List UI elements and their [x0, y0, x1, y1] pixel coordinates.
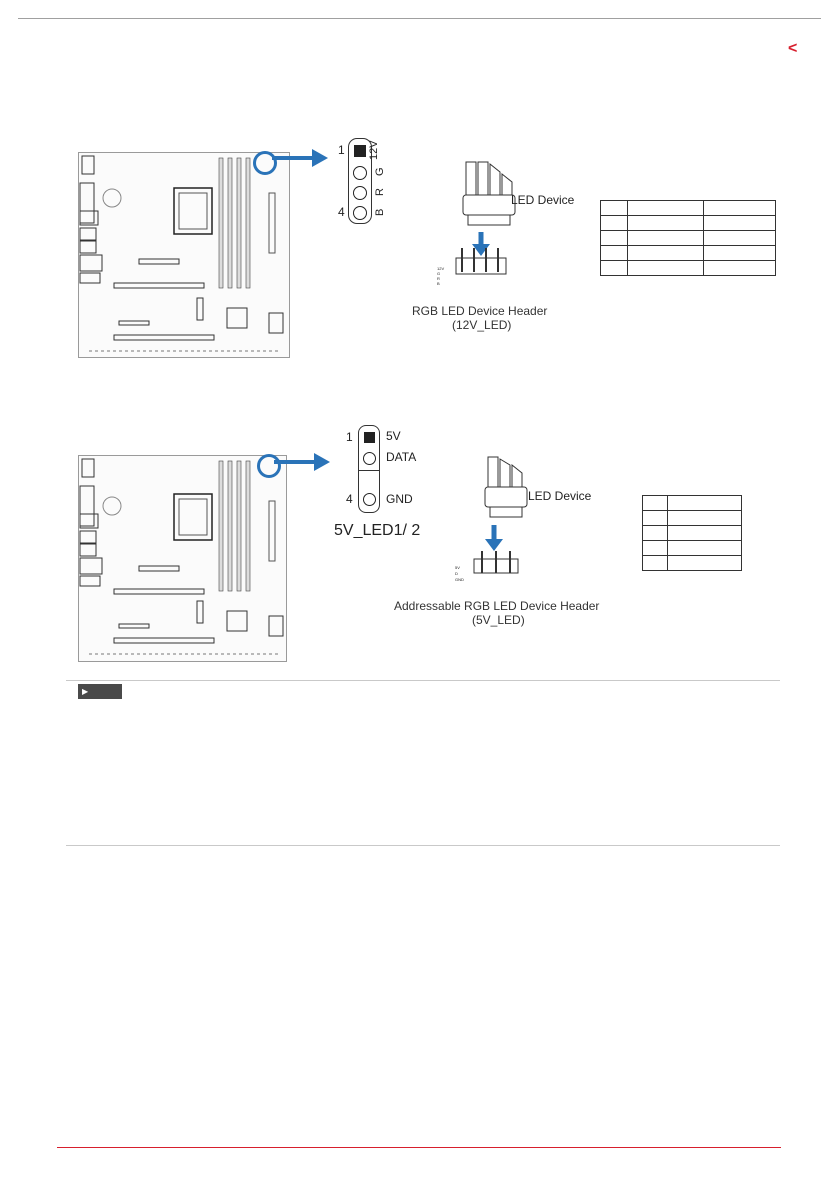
table-row [601, 261, 776, 276]
pin-label-g: G [374, 167, 386, 176]
header-caption-12v-line2: (12V_LED) [452, 318, 512, 332]
pin-number-4: 4 [338, 205, 345, 219]
pin-1-square [354, 145, 366, 157]
table-row [601, 231, 776, 246]
pin-header-5v [358, 425, 380, 513]
mini-pin-label: 12V [437, 266, 445, 271]
table-row [643, 541, 742, 556]
pin-number-1: 1 [346, 430, 353, 444]
pin-label-gnd: GND [386, 492, 413, 506]
led-device-illustration-12v [436, 160, 526, 290]
motherboard-diagram-5v [78, 455, 287, 662]
mini-pin-labels-5v [455, 565, 464, 583]
mini-pin-label: R [437, 276, 440, 281]
mini-pin-label: 5V [455, 565, 460, 570]
pin-4-circle [363, 493, 376, 506]
led-device-illustration-5v [458, 455, 538, 585]
mini-pin-label: GND [455, 577, 464, 582]
table-row [601, 201, 776, 216]
motherboard-illustration [79, 456, 286, 661]
table-row [643, 526, 742, 541]
table-row [601, 246, 776, 261]
pin-label-12v: 12V [368, 140, 380, 160]
pin-1-square [364, 432, 375, 443]
table-row [643, 496, 742, 511]
pin-number-1: 1 [338, 143, 345, 157]
pin-3-circle [353, 186, 367, 200]
header-caption-5v-line2: (5V_LED) [472, 613, 525, 627]
table-row [601, 216, 776, 231]
pin-label-b: B [374, 208, 386, 216]
nav-back-glyph[interactable]: < [788, 40, 798, 57]
pin-label-r: R [374, 188, 386, 196]
header-caption-12v-line1: RGB LED Device Header [412, 304, 548, 318]
connector-name-5v: 5V_LED1/ 2 [334, 522, 421, 539]
footer-rule [57, 1147, 781, 1148]
pin-2-circle [363, 452, 376, 465]
note-tag: ▶ [78, 684, 122, 699]
header-caption-5v-line1: Addressable RGB LED Device Header [394, 599, 600, 613]
table-row [643, 511, 742, 526]
mini-pin-label: D [455, 571, 458, 576]
pin-number-4: 4 [346, 492, 353, 506]
table-row [643, 556, 742, 571]
pin-3-blank [359, 470, 379, 471]
pin-label-5v: 5V [386, 429, 401, 443]
pin-label-data: DATA [386, 450, 417, 464]
mini-pin-labels-12v [437, 266, 444, 286]
led-device-label-12v: LED Device [511, 193, 575, 207]
motherboard-diagram-12v [78, 152, 290, 358]
note-top-rule [66, 680, 780, 681]
pin-table-12v [600, 200, 776, 276]
pin-4-circle [353, 206, 367, 220]
top-rule [18, 18, 821, 19]
pin-2-circle [353, 166, 367, 180]
pointer-arrow-5v [272, 450, 332, 474]
mini-pin-label: G [437, 271, 441, 276]
pointer-arrow-12v [270, 146, 330, 170]
pin-table-5v [642, 495, 742, 571]
mini-pin-label: B [437, 281, 440, 286]
motherboard-illustration [79, 153, 289, 357]
note-bottom-rule [66, 845, 780, 846]
led-device-label-5v: LED Device [528, 489, 592, 503]
